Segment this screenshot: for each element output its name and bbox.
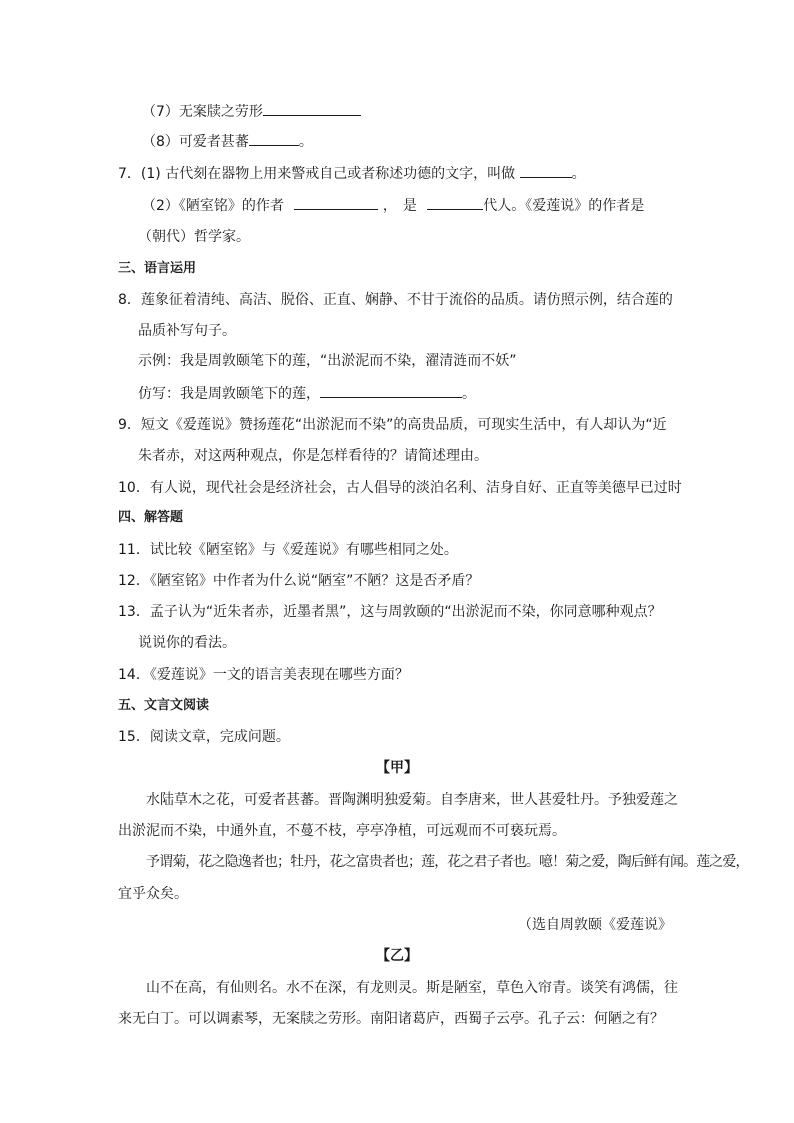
q6-item-8-text: （8）可爱者甚蕃 <box>142 134 249 150</box>
q6-item-8-end: 。 <box>298 134 313 150</box>
q8-imitation-end: 。 <box>462 386 476 402</box>
q8-example: 示例：我是周敦颐笔下的莲，“出淤泥而不染，濯清涟而不妖” <box>138 353 517 369</box>
yi-para-1-line-1: 山不在高，有仙则名。水不在深，有龙则灵。斯是陋室，草色入帘青。谈笑有鸿儒，往 <box>146 980 678 996</box>
q6-item-7-text: （7）无案牍之劳形 <box>142 104 263 120</box>
yi-para-1-line-2: 来无白丁。可以调素琴，无案牍之劳形。南阳诸葛庐，西蜀子云亭。孔子云：何陋之有？ <box>118 1011 664 1027</box>
jia-para-2-line-2: 宜乎众矣。 <box>118 886 188 902</box>
q9-line-2: 朱者赤，对这两种观点，你是怎样看待的？请简述理由。 <box>138 448 488 464</box>
answer-blank[interactable] <box>294 195 378 210</box>
q8-line-1: 8．莲象征着清纯、高洁、脱俗、正直、娴静、不甘于流俗的品质。请仿照示例，结合莲的 <box>118 292 673 308</box>
q7-part-1-text: 7．(1) 古代刻在器物上用来警戒自己或者称述功德的文字，叫做 <box>118 166 516 182</box>
jia-para-1-line-2: 出淤泥而不染，中通外直，不蔓不枝，亭亭净植，可远观而不可亵玩焉。 <box>118 823 566 839</box>
answer-blank[interactable] <box>427 195 483 210</box>
jia-para-2-line-1: 予谓菊，花之隐逸者也；牡丹，花之富贵者也；莲，花之君子者也。噫！菊之爱，陶后鲜有闻。莲之爱， <box>146 854 749 870</box>
q13-line-2: 说说你的看法。 <box>138 635 236 651</box>
section-5-heading: 五、文言文阅读 <box>118 698 210 713</box>
q10: 10．有人说，现代社会是经济社会，古人倡导的淡泊名利、洁身自好、正直等美德早已过时 <box>118 480 682 496</box>
q13-line-1: 13．孟子认为“近朱者赤，近墨者黑”，这与周敦颐的“出淤泥而不染，你同意哪种观点？ <box>118 604 662 620</box>
jia-para-1-line-1: 水陆草木之花，可爱者甚蕃。晋陶渊明独爱菊。自李唐来，世人甚爱牡丹。予独爱莲之 <box>146 792 678 808</box>
section-4-heading: 四、解答题 <box>118 510 184 525</box>
q12: 12．《陋室铭》中作者为什么说“陋室”不陋？这是否矛盾？ <box>118 573 480 589</box>
q7-part-1 <box>118 163 586 184</box>
q7-part-1-end: 。 <box>571 166 586 182</box>
answer-blank[interactable] <box>320 383 462 398</box>
q9-line-1: 9．短文《爱莲说》赞扬莲花“出淤泥而不染”的高贵品质，可现实生活中，有人却认为“近 <box>118 417 667 433</box>
q7-part-2 <box>142 195 644 216</box>
section-3-heading: 三、语言运用 <box>118 261 197 276</box>
q6-item-8 <box>142 131 313 152</box>
q7-part-2-cont: （朝代）哲学家。 <box>138 229 250 245</box>
passage-yi-heading: 【乙】 <box>376 948 418 964</box>
q7-part-2-text-b: ，是 <box>382 198 423 214</box>
answer-blank[interactable] <box>520 163 572 178</box>
answer-blank[interactable] <box>263 101 361 116</box>
q14: 14．《爱莲说》一文的语言美表现在哪些方面？ <box>118 667 409 683</box>
answer-blank[interactable] <box>249 131 299 146</box>
q8-imitation-text: 仿写：我是周敦颐笔下的莲， <box>138 386 320 402</box>
q8-line-2: 品质补写句子。 <box>138 323 236 339</box>
q11: 11．试比较《陋室铭》与《爱莲说》有哪些相同之处。 <box>118 542 458 558</box>
q7-part-2-text-c: 代人。《爱莲说》的作者是 <box>483 198 645 214</box>
q8-imitation <box>138 383 476 404</box>
jia-source: （选自周敦颐《爱莲说》 <box>518 917 672 933</box>
q6-item-7 <box>142 101 361 122</box>
q15: 15．阅读文章，完成问题。 <box>118 729 290 745</box>
q7-part-2-text-a: （2）《陋室铭》的作者 <box>142 198 284 214</box>
passage-jia-heading: 【甲】 <box>376 760 418 776</box>
